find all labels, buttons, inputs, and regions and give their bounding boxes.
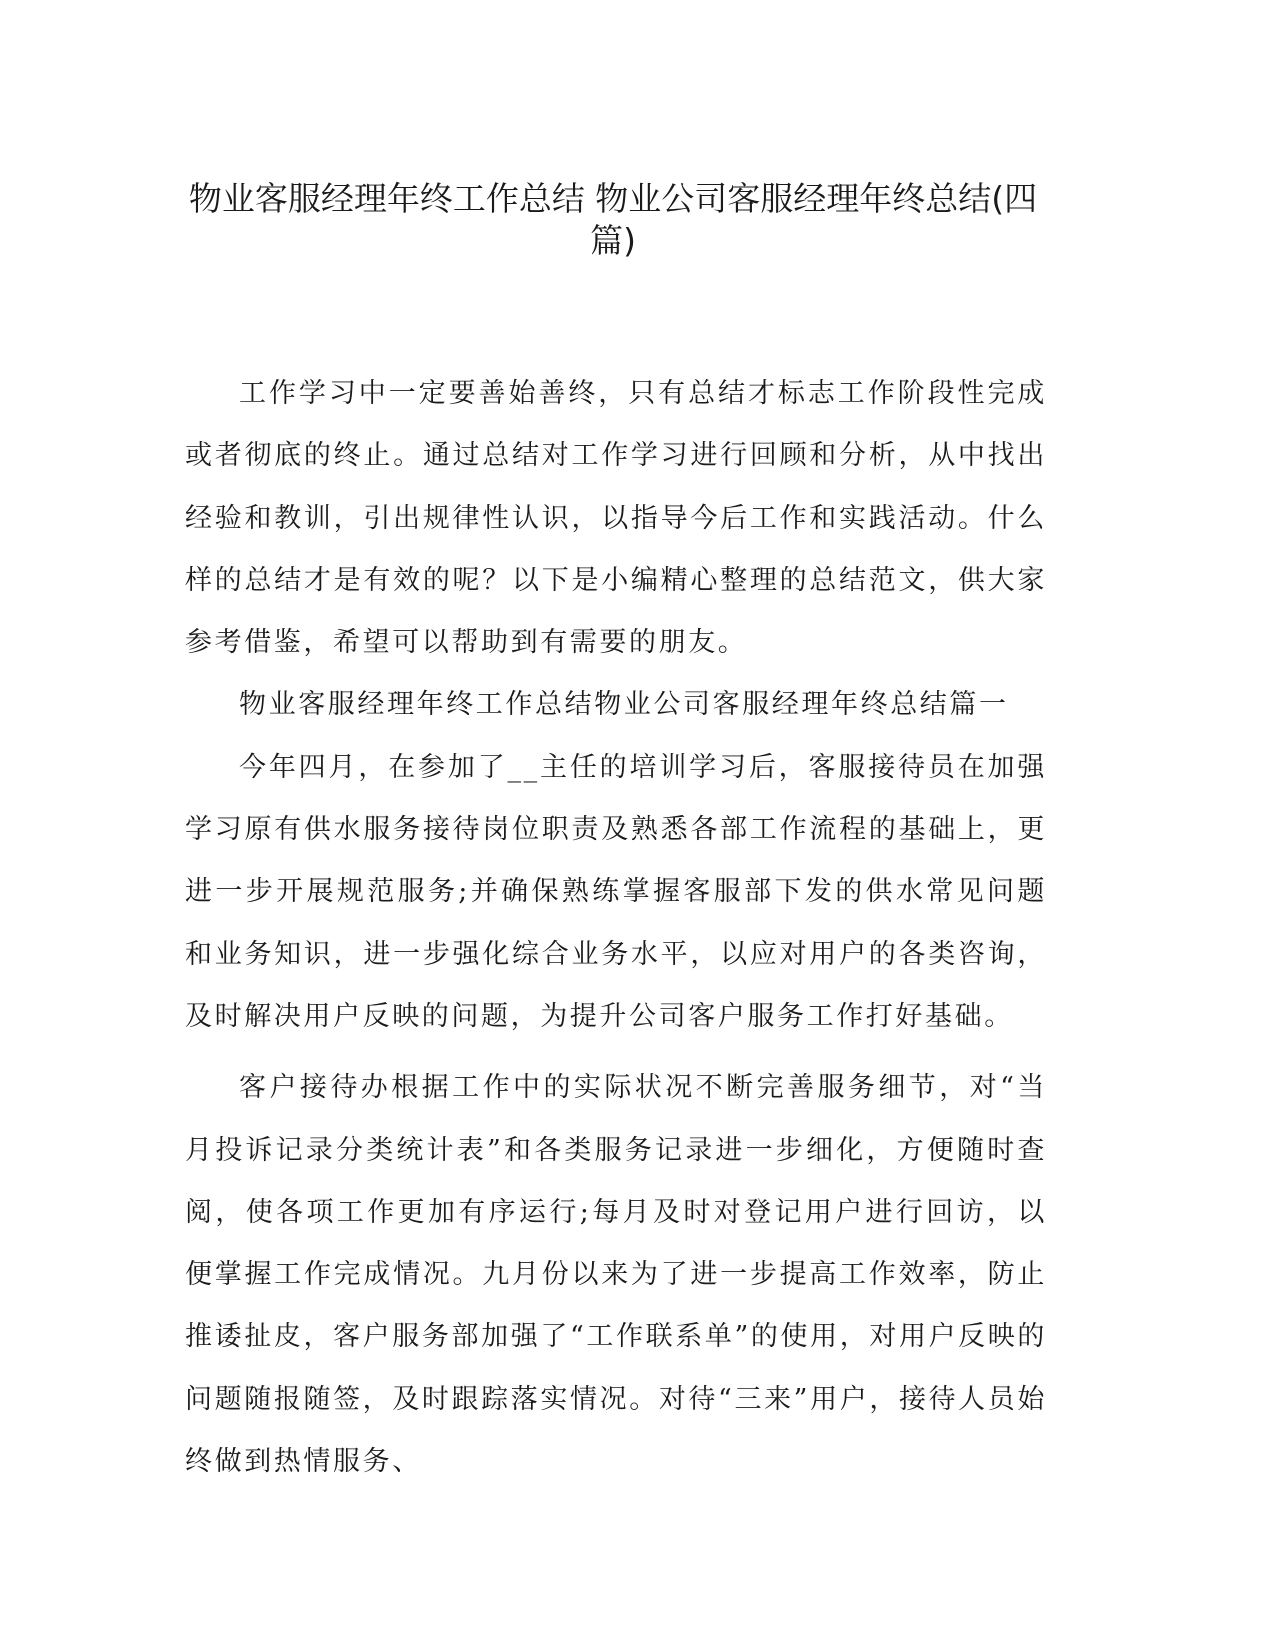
document-body bbox=[185, 363, 1047, 1493]
document-title: 物业客服经理年终工作总结 物业公司客服经理年终总结(四篇) bbox=[188, 179, 1038, 260]
intro-paragraph: 工作学习中一定要善始善终，只有总结才标志工作阶段性完成或者彻底的终止。通过总结对工作学习进行回顾和分析，从中找出经验和教训，引出规律性认识，以指导今后工作和实践活动。什么样的总结才是有效的呢？以下是小编精心整理的总结范文，供大家参考借鉴，希望可以帮助到有需要的朋友。 bbox=[185, 378, 1047, 659]
body-paragraph: 今年四月，在参加了__主任的培训学习后，客服接待员在加强学习原有供水服务接待岗位职责及熟悉各部工作流程的基础上，更进一步开展规范服务;并确保熟练掌握客服部下发的供水常见问题和业务知识，进一步强化综合业务水平，以应对用户的各类咨询，及时解决用户反映的问题，为提升公司客户服务工作打好基础。 bbox=[185, 751, 1047, 1032]
body-paragraph: 客户接待办根据工作中的实际状况不断完善服务细节，对“当月投诉记录分类统计表”和各类服务记录进一步细化，方便随时查阅，使各项工作更加有序运行;每月及时对登记用户进行回访，以便掌握工作完成情况。九月份以来为了进一步提高工作效率，防止推诿扯皮，客户服务部加强了“工作联系单”的使用，对用户反映的问题随报随签，及时跟踪落实情况。对待“三来”用户，接待人员始终做到热情服务、 bbox=[185, 1072, 1047, 1478]
section-heading: 物业客服经理年终工作总结物业公司客服经理年终总结篇一 bbox=[239, 689, 1009, 721]
